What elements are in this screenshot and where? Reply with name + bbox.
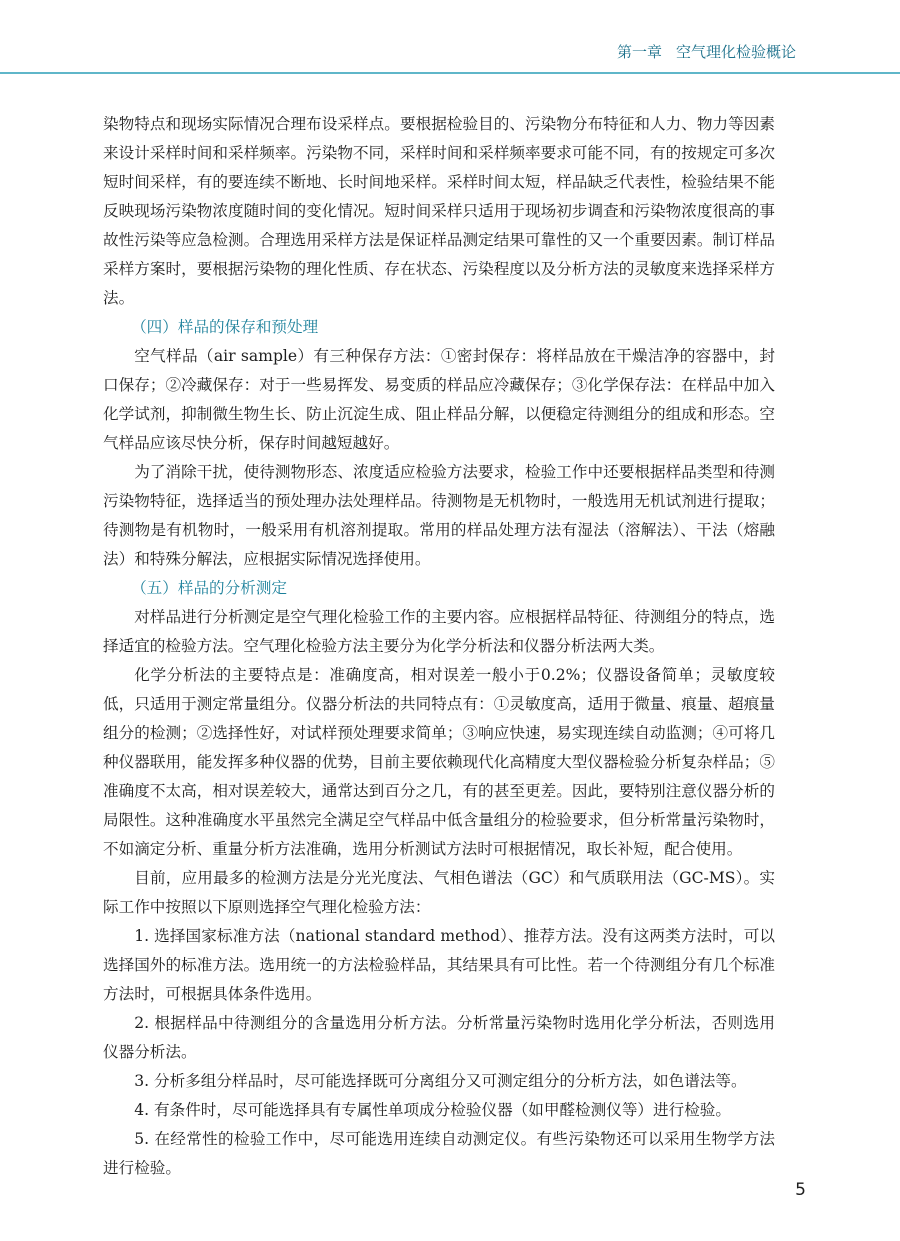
header-divider xyxy=(0,72,900,74)
paragraph-method-selection: 目前，应用最多的检测方法是分光光度法、气相色谱法（GC）和气质联用法（GC-MS）。实际工作中按照以下原则选择空气理化检验方法： xyxy=(103,869,775,916)
section-heading-analysis: （五）样品的分析测定 xyxy=(131,579,288,597)
chapter-title: 空气理化检验概论 xyxy=(675,43,796,61)
list-item: 1. 选择国家标准方法（national standard method）、推荐方法。没有这两类方法时，可以选择国外的标准方法。选用统一的方法检验样品，其结果具有可比性。若一个待测组分有几个标准方法时，可根据具体条件选用。 xyxy=(103,927,775,1003)
paragraph-storage-methods: 空气样品（air sample）有三种保存方法：①密封保存：将样品放在干燥洁净的容器中，封口保存；②冷藏保存：对于一些易挥发、易变质的样品应冷藏保存；③化学保存法：在样品中加入化学试剂，抑制微生物生长、防止沉淀生成、阻止样品分解，以便稳定待测组分的组成和形态。空气样品应该尽快分析，保存时间越短越好。 xyxy=(103,347,775,452)
list-item: 2. 根据样品中待测组分的含量选用分析方法。分析常量污染物时选用化学分析法，否则选用仪器分析法。 xyxy=(103,1014,775,1061)
page-number: 5 xyxy=(795,1180,806,1200)
paragraph-analysis-intro: 对样品进行分析测定是空气理化检验工作的主要内容。应根据样品特征、待测组分的特点，选择适宜的检验方法。空气理化检验方法主要分为化学分析法和仪器分析法两大类。 xyxy=(103,608,775,655)
section-heading-storage: （四）样品的保存和预处理 xyxy=(131,318,319,336)
page-body xyxy=(103,110,775,1183)
running-header xyxy=(617,38,796,72)
chapter-label: 第一章 xyxy=(616,43,662,61)
paragraph-method-characteristics: 化学分析法的主要特点是：准确度高，相对误差一般小于0.2%；仪器设备简单；灵敏度较低，只适用于测定常量组分。仪器分析法的共同特点有：①灵敏度高，适用于微量、痕量、超痕量组分的检测；②选择性好，对试样预处理要求简单；③响应快速，易实现连续自动监测；④可将几种仪器联用，能发挥多种仪器的优势，目前主要依赖现代化高精度大型仪器检验分析复杂样品；⑤准确度不太高，相对误差较大，通常达到百分之几，有的甚至更差。因此，要特别注意仪器分析的局限性。这种准确度水平虽然完全满足空气样品中低含量组分的检验要求，但分析常量污染物时，不如滴定分析、重量分析方法准确，选用分析测试方法时可根据情况，取长补短，配合使用。 xyxy=(103,666,775,858)
list-item: 4. 有条件时，尽可能选择具有专属性单项成分检验仪器（如甲醛检测仪等）进行检验。 xyxy=(134,1101,731,1119)
list-item: 3. 分析多组分样品时，尽可能选择既可分离组分又可测定组分的分析方法，如色谱法等。 xyxy=(134,1072,747,1090)
list-item: 5. 在经常性的检验工作中，尽可能选用连续自动测定仪。有些污染物还可以采用生物学方法进行检验。 xyxy=(103,1130,775,1177)
paragraph-sampling-design: 染物特点和现场实际情况合理布设采样点。要根据检验目的、污染物分布特征和人力、物力等因素来设计采样时间和采样频率。污染物不同，采样时间和采样频率要求可能不同，有的按规定可多次短时间采样，有的要连续不断地、长时间地采样。采样时间太短，样品缺乏代表性，检验结果不能反映现场污染物浓度随时间的变化情况。短时间采样只适用于现场初步调查和污染物浓度很高的事故性污染等应急检测。合理选用采样方法是保证样品测定结果可靠性的又一个重要因素。制订样品采样方案时，要根据污染物的理化性质、存在状态、污染程度以及分析方法的灵敏度来选择采样方法。 xyxy=(103,115,775,307)
paragraph-pretreatment: 为了消除干扰，使待测物形态、浓度适应检验方法要求，检验工作中还要根据样品类型和待测污染物特征，选择适当的预处理办法处理样品。待测物是无机物时，一般选用无机试剂进行提取；待测物是有机物时，一般采用有机溶剂提取。常用的样品处理方法有湿法（溶解法）、干法（熔融法）和特殊分解法，应根据实际情况选择使用。 xyxy=(103,463,775,568)
